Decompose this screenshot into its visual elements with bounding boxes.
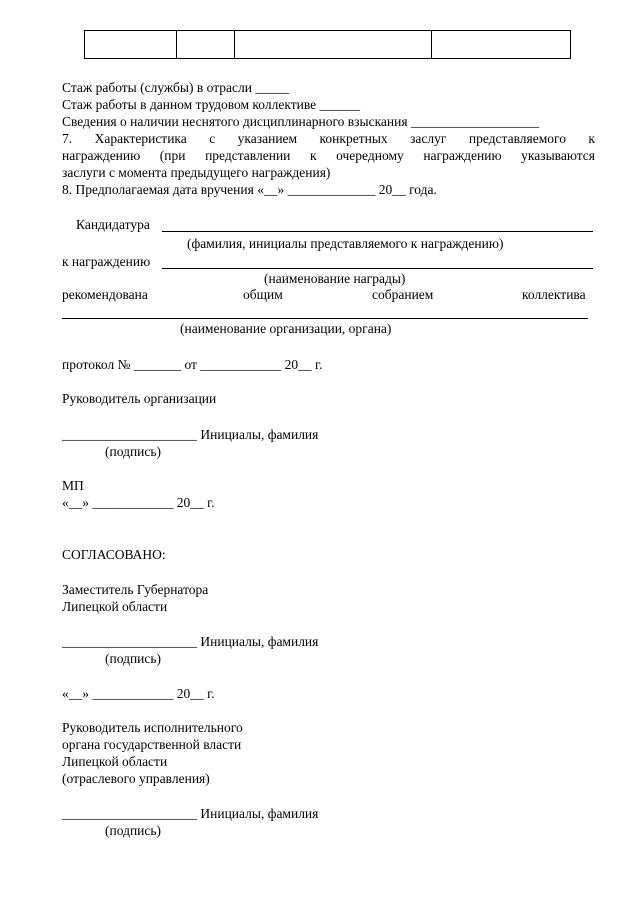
recommended-word-4: коллектива [522,287,586,302]
recommended-word-3: собранием [372,287,434,302]
exec-signature-hint: (подпись) [105,823,162,838]
deputy-signature-line: ____________________ Инициалы, фамилия [62,634,319,649]
head-date-line: «__» ____________ 20__ г. [62,495,215,510]
work-experience-collective: Стаж работы в данном трудовом коллективе ______ [62,97,361,112]
award-line [162,268,593,269]
award-label: к награждению [62,254,151,269]
exec-title-line-1: Руководитель исполнительного [62,720,243,735]
candidate-hint: (фамилия, инициалы представляемого к награждению) [187,236,504,251]
exec-title-line-4: (отраслевого управления) [62,771,210,786]
disciplinary-info: Сведения о наличии неснятого дисциплинарного взыскания ___________________ [62,114,540,129]
stamp-mark: МП [62,478,84,493]
organization-line [62,318,588,319]
agreed-title: СОГЛАСОВАНО: [62,547,166,562]
deputy-date-line: «__» ____________ 20__ г. [62,686,215,701]
item-8-award-date: 8. Предполагаемая дата вручения «__» _____________ 20__ года. [62,182,437,197]
deputy-title-line-2: Липецкой области [62,599,168,614]
protocol-line: протокол № _______ от ____________ 20__ г. [62,357,323,372]
organization-hint: (наименование организации, органа) [180,321,392,336]
head-title: Руководитель организации [62,391,217,406]
work-experience-industry: Стаж работы (службы) в отрасли _____ [62,80,290,95]
head-signature-hint: (подпись) [105,444,162,459]
exec-title-line-2: органа государственной власти [62,737,242,752]
deputy-title-line-1: Заместитель Губернатора [62,582,209,597]
award-table-row [84,30,571,59]
table-divider [431,31,432,58]
item-7-line-3: заслуги с момента предыдущего награждения) [62,165,331,180]
table-divider [176,31,177,58]
item-7-line-2: награждению (при представлении к очередному награждению указываются [62,148,595,163]
recommended-word-1: рекомендована [62,287,148,302]
table-divider [234,31,235,58]
deputy-signature-hint: (подпись) [105,651,162,666]
exec-signature-line: ____________________ Инициалы, фамилия [62,806,319,821]
candidate-label: Кандидатура [76,217,150,232]
recommended-word-2: общим [243,287,283,302]
candidate-line [162,231,593,232]
award-hint: (наименование награды) [264,271,406,286]
exec-title-line-3: Липецкой области [62,754,168,769]
head-signature-line: ____________________ Инициалы, фамилия [62,427,319,442]
item-7-line-1: 7. Характеристика с указанием конкретных заслуг представляемого к [62,131,595,146]
